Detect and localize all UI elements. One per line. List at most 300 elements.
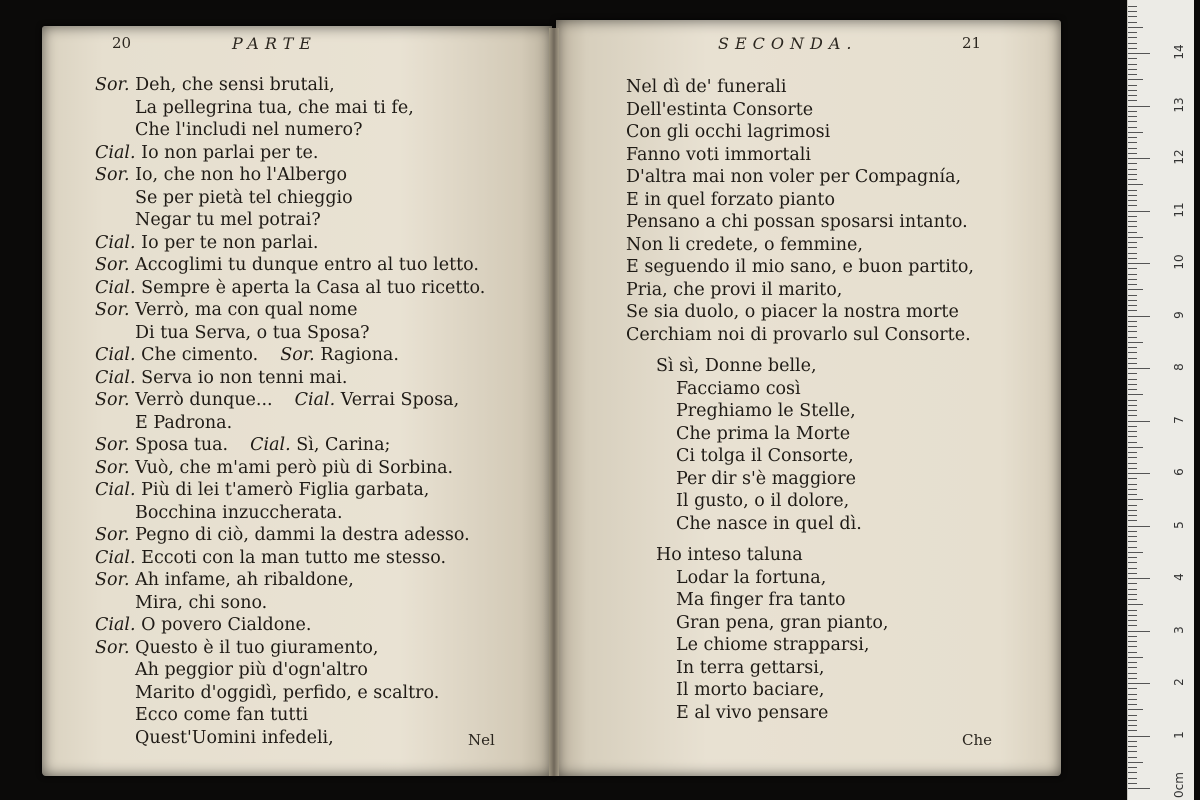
verse-text: D'altra mai non voler per Compagnía,: [626, 167, 962, 187]
ruler-tick: [1128, 394, 1143, 395]
verse-text: Ma finger fra tanto: [676, 590, 846, 610]
verse-text: In terra gettarsi,: [676, 657, 825, 678]
ruler-tick: [1128, 373, 1137, 374]
verse-line: [95, 142, 485, 165]
verse-text: Verrò, ma con qual nome: [135, 300, 358, 320]
ruler-tick: [1128, 683, 1150, 684]
ruler-tick: [1128, 620, 1137, 621]
verse-line: [626, 279, 974, 302]
verse-text: Sposa tua.: [135, 435, 229, 455]
ruler-tick: [1128, 589, 1137, 590]
speaker-label: Sor.: [95, 637, 130, 658]
verse-text: Ci tolga il Consorte,: [676, 446, 854, 466]
verse-text: Non li credete, o femmine,: [626, 234, 863, 255]
verse-text: Fanno voti immortali: [626, 144, 811, 165]
book-gutter: [549, 28, 559, 776]
ruler-tick: [1128, 6, 1137, 7]
ruler-tick: [1128, 736, 1150, 737]
ruler-tick: [1128, 69, 1137, 70]
ruler-tick: [1128, 11, 1137, 12]
ruler-tick: [1128, 90, 1137, 91]
verse-text: Che cimento.: [141, 345, 259, 365]
verse-text: Pensano a chi possan sposarsi intanto.: [626, 212, 968, 232]
stanza-break: [626, 346, 974, 355]
verse-line: [626, 423, 974, 446]
ruler-tick: [1128, 258, 1137, 259]
ruler-tick: [1128, 352, 1137, 353]
ruler-tick: [1128, 326, 1137, 327]
ruler-tick: [1128, 673, 1137, 674]
ruler-label: 5: [1172, 520, 1186, 529]
ruler-tick: [1128, 547, 1137, 548]
verse-line: [95, 659, 485, 682]
speaker-label: Cial.: [250, 435, 291, 455]
ruler-tick: [1128, 221, 1137, 222]
verse-text: Sì sì, Donne belle,: [656, 356, 817, 376]
verse-text: Ecco come fan tutti: [135, 705, 309, 725]
ruler-label: 13: [1172, 96, 1186, 113]
verse-line: [95, 97, 485, 120]
ruler-tick: [1128, 53, 1150, 54]
verse-text: La pellegrina tua, che mai ti fe,: [135, 97, 414, 118]
ruler-tick: [1128, 268, 1137, 269]
ruler-tick: [1128, 473, 1150, 474]
verse-line: [95, 344, 485, 367]
ruler-tick: [1128, 520, 1137, 521]
verse-text: Negar tu mel potrai?: [135, 210, 321, 230]
ruler-tick: [1128, 263, 1150, 264]
right-running-head: SECONDA.: [718, 34, 858, 53]
ruler-tick: [1128, 100, 1137, 101]
ruler-tick: [1128, 284, 1137, 285]
ruler-tick: [1128, 342, 1143, 343]
verse-line: [626, 378, 974, 401]
verse-line: [95, 299, 485, 322]
speaker-label: Sor.: [95, 300, 130, 320]
verse-line: [95, 389, 485, 412]
ruler-tick: [1128, 531, 1137, 532]
stanza-break: [626, 535, 974, 544]
verse-line: [626, 189, 974, 212]
verse-text: E in quel forzato pianto: [626, 189, 835, 210]
ruler-tick: [1128, 415, 1137, 416]
ruler-tick: [1128, 526, 1150, 527]
speaker-label: Cial.: [95, 142, 136, 163]
speaker-label: Sor.: [95, 570, 130, 590]
verse-line: [95, 479, 485, 502]
ruler-tick: [1128, 662, 1137, 663]
ruler-tick: [1128, 562, 1137, 563]
verse-text: Il gusto, o il dolore,: [676, 491, 850, 511]
ruler-label: 9: [1172, 310, 1186, 319]
ruler-tick: [1128, 657, 1143, 658]
speaker-label: Cial.: [95, 480, 136, 500]
verse-text: Più di lei t'amerò Figlia garbata,: [141, 480, 430, 500]
ruler-tick: [1128, 436, 1137, 437]
ruler-label: 12: [1172, 149, 1186, 165]
speaker-label: Cial.: [95, 345, 136, 365]
ruler-tick: [1128, 426, 1137, 427]
speaker-label: Cial.: [294, 390, 336, 410]
ruler-label: 11: [1172, 201, 1186, 218]
left-running-head: PARTE: [232, 34, 317, 53]
ruler-tick: [1128, 505, 1137, 506]
ruler-tick: [1128, 694, 1137, 695]
speaker-label: Sor.: [95, 525, 130, 545]
ruler-tick: [1128, 274, 1137, 275]
ruler-tick: [1128, 783, 1137, 784]
verse-line: [95, 74, 485, 97]
verse-line: [626, 76, 974, 99]
verse-text: Bocchina inzuccherata.: [135, 502, 343, 523]
verse-text: E al vivo pensare: [676, 702, 829, 723]
ruler-tick: [1128, 179, 1137, 180]
ruler-tick: [1128, 174, 1137, 175]
verse-text: Serva io non tenni mai.: [141, 367, 348, 388]
verse-text: Io non parlai per te.: [141, 142, 319, 163]
verse-text: Marito d'oggidì, perfido, e scaltro.: [135, 682, 440, 703]
verse-text: Accoglimi tu dunque entro al tuo letto.: [135, 255, 479, 275]
verse-text: Facciamo così: [676, 378, 801, 399]
ruler-tick: [1128, 16, 1137, 17]
ruler-tick: [1128, 331, 1137, 332]
ruler-tick: [1128, 631, 1150, 632]
ruler-tick: [1128, 667, 1137, 668]
right-catchword: Che: [962, 731, 993, 749]
speaker-label: Sor.: [95, 435, 130, 455]
ruler-tick: [1128, 247, 1137, 248]
ruler-tick: [1128, 704, 1137, 705]
ruler-tick: [1128, 499, 1143, 500]
ruler-tick: [1128, 48, 1137, 49]
verse-line: [626, 544, 974, 567]
ruler-tick: [1128, 772, 1137, 773]
verse-line: [626, 702, 974, 725]
ruler-tick: [1128, 169, 1137, 170]
verse-text: Che nasce in quel dì.: [676, 513, 862, 534]
ruler-tick: [1128, 64, 1137, 65]
verse-line: [95, 164, 485, 187]
ruler-tick: [1128, 137, 1137, 138]
ruler-label: 14: [1172, 44, 1186, 60]
ruler-tick: [1128, 337, 1137, 338]
ruler-tick: [1128, 295, 1137, 296]
verse-text: Mira, chi sono.: [135, 592, 268, 613]
verse-text: Il morto baciare,: [676, 680, 825, 700]
ruler-tick: [1128, 757, 1137, 758]
verse-line: [95, 232, 485, 255]
ruler-tick: [1128, 578, 1150, 579]
ruler-tick: [1128, 788, 1150, 789]
ruler-tick: [1128, 746, 1137, 747]
verse-text: Che l'includi nel numero?: [135, 120, 363, 140]
ruler-label: 10: [1172, 254, 1186, 270]
ruler-tick: [1128, 127, 1137, 128]
ruler-tick: [1128, 85, 1137, 86]
verse-text: Dell'estinta Consorte: [626, 99, 814, 120]
verse-text: Io, che non ho l'Albergo: [135, 165, 347, 185]
verse-text: Per dir s'è maggiore: [676, 468, 856, 489]
speaker-label: Cial.: [95, 277, 136, 298]
verse-line: [95, 637, 485, 660]
verse-line: [626, 468, 974, 491]
verse-line: [626, 234, 974, 257]
ruler-tick: [1128, 310, 1137, 311]
measuring-ruler: [1127, 0, 1194, 800]
ruler-label: 0cm: [1172, 772, 1186, 798]
ruler-tick: [1128, 32, 1137, 33]
ruler-tick: [1128, 688, 1137, 689]
ruler-tick: [1128, 300, 1137, 301]
ruler-tick: [1128, 594, 1137, 595]
ruler-tick: [1128, 604, 1143, 605]
ruler-tick: [1128, 74, 1137, 75]
ruler-tick: [1128, 190, 1137, 191]
verse-line: [626, 679, 974, 702]
verse-line: [95, 682, 485, 705]
ruler-tick: [1128, 699, 1137, 700]
ruler-tick: [1128, 725, 1137, 726]
ruler-tick: [1128, 148, 1137, 149]
verse-text: Gran pena, gran pianto,: [676, 612, 889, 633]
ruler-tick: [1128, 389, 1137, 390]
verse-line: [626, 324, 974, 347]
verse-line: [95, 434, 485, 457]
verse-text: Pegno di ciò, dammi la destra adesso.: [135, 525, 470, 545]
ruler-label: 6: [1172, 468, 1186, 476]
ruler-tick: [1128, 778, 1137, 779]
speaker-label: Cial.: [95, 547, 136, 568]
ruler-tick: [1128, 709, 1143, 710]
verse-text: Verrai Sposa,: [340, 390, 460, 410]
speaker-label: Sor.: [95, 75, 130, 95]
verse-line: [95, 322, 485, 345]
verse-text: Di tua Serva, o tua Sposa?: [135, 322, 370, 343]
verse-line: [95, 209, 485, 232]
verse-text: Ho inteso taluna: [656, 545, 803, 565]
ruler-tick: [1128, 447, 1143, 448]
verse-text: Verrò dunque...: [135, 390, 273, 410]
ruler-tick: [1128, 762, 1143, 763]
ruler-tick: [1128, 641, 1137, 642]
verse-line: [95, 457, 485, 480]
verse-line: [95, 727, 485, 750]
verse-line: [95, 367, 485, 390]
ruler-tick: [1128, 405, 1137, 406]
ruler-tick: [1128, 536, 1137, 537]
verse-text: Sì, Carina;: [296, 435, 391, 455]
ruler-tick: [1128, 510, 1137, 511]
verse-text: Sempre è aperta la Casa al tuo ricetto.: [141, 277, 486, 298]
ruler-tick: [1128, 678, 1137, 679]
ruler-tick: [1128, 95, 1137, 96]
verse-text: Che prima la Morte: [676, 423, 851, 444]
verse-line: [626, 634, 974, 657]
ruler-tick: [1128, 184, 1143, 185]
ruler-tick: [1128, 305, 1137, 306]
ruler-tick: [1128, 279, 1137, 280]
verse-text: Quest'Uomini infedeli,: [135, 727, 334, 748]
ruler-tick: [1128, 79, 1143, 80]
ruler-label: 7: [1172, 415, 1186, 424]
verse-line: [626, 490, 974, 513]
verse-line: [626, 567, 974, 590]
ruler-tick: [1128, 142, 1137, 143]
ruler-tick: [1128, 358, 1137, 359]
verse-line: [626, 355, 974, 378]
ruler-label: 3: [1172, 625, 1186, 634]
left-page-number: 20: [112, 34, 132, 52]
verse-text: Deh, che sensi brutali,: [135, 75, 335, 95]
ruler-tick: [1128, 767, 1137, 768]
verse-text: O povero Cialdone.: [141, 615, 312, 635]
ruler-tick: [1128, 552, 1143, 553]
ruler-tick: [1128, 715, 1137, 716]
ruler-tick: [1128, 211, 1150, 212]
ruler-tick: [1128, 347, 1137, 348]
ruler-tick: [1128, 237, 1143, 238]
verse-text: Lodar la fortuna,: [676, 567, 827, 588]
verse-line: [95, 524, 485, 547]
verse-line: [626, 445, 974, 468]
verse-line: [626, 99, 974, 122]
verse-line: [626, 657, 974, 680]
ruler-tick: [1128, 463, 1137, 464]
verse-text: Ah peggior più d'ogn'altro: [135, 660, 368, 680]
ruler-tick: [1128, 216, 1137, 217]
speaker-label: Sor.: [95, 457, 130, 478]
ruler-tick: [1128, 163, 1137, 164]
ruler-tick: [1128, 573, 1137, 574]
ruler-tick: [1128, 132, 1143, 133]
ruler-tick: [1128, 27, 1143, 28]
ruler-tick: [1128, 636, 1137, 637]
verse-text: Questo è il tuo giuramento,: [135, 637, 379, 658]
ruler-tick: [1128, 43, 1137, 44]
ruler-tick: [1128, 741, 1137, 742]
verse-line: [626, 612, 974, 635]
ruler-tick: [1128, 615, 1137, 616]
ruler-tick: [1128, 610, 1137, 611]
ruler-tick: [1128, 652, 1137, 653]
verse-line: [95, 119, 485, 142]
verse-line: [626, 166, 974, 189]
verse-text: Eccoti con la man tutto me stesso.: [141, 547, 447, 568]
ruler-tick: [1128, 116, 1137, 117]
ruler-tick: [1128, 242, 1137, 243]
ruler-tick: [1128, 599, 1137, 600]
ruler-tick: [1128, 421, 1150, 422]
ruler-tick: [1128, 431, 1137, 432]
ruler-tick: [1128, 583, 1137, 584]
verse-text: Pria, che provi il marito,: [626, 279, 843, 300]
ruler-tick: [1128, 205, 1137, 206]
ruler-tick: [1128, 494, 1137, 495]
speaker-label: Cial.: [95, 615, 136, 635]
ruler-tick: [1128, 468, 1137, 469]
right-page-number: 21: [962, 34, 982, 52]
verse-line: [626, 400, 974, 423]
verse-line: [95, 614, 485, 637]
speaker-label: Sor.: [280, 345, 315, 365]
ruler-tick: [1128, 484, 1137, 485]
ruler-tick: [1128, 22, 1137, 23]
verse-line: [95, 187, 485, 210]
verse-text: Io per te non parlai.: [141, 232, 319, 253]
verse-line: [626, 211, 974, 234]
verse-text: E seguendo il mio sano, e buon partito,: [626, 257, 974, 277]
ruler-tick: [1128, 321, 1137, 322]
ruler-tick: [1128, 226, 1137, 227]
ruler-tick: [1128, 289, 1143, 290]
ruler-tick: [1128, 400, 1137, 401]
ruler-tick: [1128, 363, 1137, 364]
ruler-label: 4: [1172, 573, 1186, 581]
ruler-tick: [1128, 442, 1137, 443]
speaker-label: Cial.: [95, 367, 136, 388]
verse-text: Preghiamo le Stelle,: [676, 401, 856, 421]
verse-line: [95, 277, 485, 300]
verse-line: [95, 547, 485, 570]
ruler-tick: [1128, 368, 1150, 369]
speaker-label: Sor.: [95, 390, 130, 410]
ruler-label: 8: [1172, 363, 1186, 371]
ruler-tick: [1128, 625, 1137, 626]
ruler-tick: [1128, 557, 1137, 558]
ruler-tick: [1128, 111, 1137, 112]
speaker-label: Cial.: [95, 232, 136, 253]
verse-text: Se per pietà tel chieggio: [135, 187, 353, 208]
ruler-tick: [1128, 452, 1137, 453]
verse-line: [95, 502, 485, 525]
ruler-label: 1: [1172, 730, 1186, 739]
speaker-label: Sor.: [95, 255, 130, 275]
ruler-tick: [1128, 253, 1137, 254]
ruler-tick: [1128, 121, 1137, 122]
ruler-tick: [1128, 568, 1137, 569]
ruler-tick: [1128, 410, 1137, 411]
verse-text: Cerchiam noi di provarlo sul Consorte.: [626, 324, 971, 345]
ruler-tick: [1128, 730, 1137, 731]
verse-line: [626, 513, 974, 536]
ruler-tick: [1128, 106, 1150, 107]
verse-line: [626, 121, 974, 144]
verse-line: [626, 589, 974, 612]
verse-text: Le chiome strapparsi,: [676, 635, 870, 655]
verse-text: E Padrona.: [135, 412, 233, 433]
ruler-tick: [1128, 195, 1137, 196]
ruler-tick: [1128, 646, 1137, 647]
verse-text: Nel dì de' funerali: [626, 77, 787, 97]
ruler-label: 2: [1172, 678, 1186, 686]
ruler-tick: [1128, 478, 1137, 479]
speaker-label: Sor.: [95, 165, 130, 185]
left-catchword: Nel: [468, 731, 495, 749]
ruler-tick: [1128, 316, 1150, 317]
verse-line: [95, 412, 485, 435]
verse-line: [95, 592, 485, 615]
verse-text: Se sia duolo, o piacer la nostra morte: [626, 302, 959, 322]
ruler-tick: [1128, 232, 1137, 233]
right-page-text: [626, 76, 974, 724]
verse-text: Ragiona.: [320, 345, 399, 365]
left-page-text: [95, 74, 485, 749]
ruler-tick: [1128, 541, 1137, 542]
ruler-tick: [1128, 158, 1150, 159]
verse-text: Con gli occhi lagrimosi: [626, 122, 831, 142]
ruler-tick: [1128, 720, 1137, 721]
verse-text: Ah infame, ah ribaldone,: [135, 570, 354, 590]
